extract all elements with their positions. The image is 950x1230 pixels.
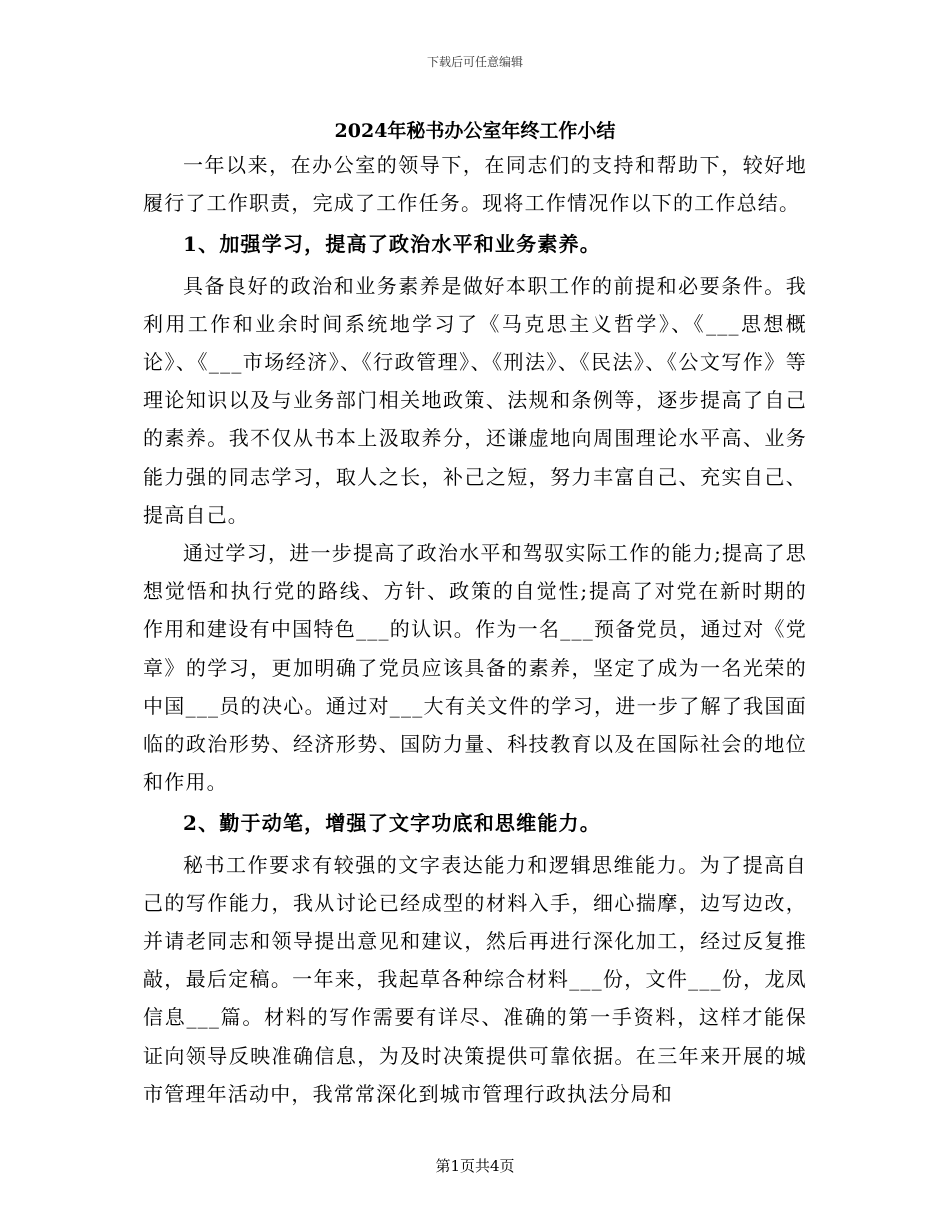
paragraph: 具备良好的政治和业务素养是做好本职工作的前提和必要条件。我利用工作和业余时间系统地学习了《马克思主义哲学》、《___思想概论》、《___市场经济》、《行政管理》、《刑法》、《民法》、《公文写作》等理论知识以及与业务部门相关地政策、法规和条例等，逐步提高了自己的素养。我不仅从书本上汲取养分，还谦虚地向周围理论水平高、业务能力强的同志学习，取人之长，补己之短，努力丰富自己、充实自己、提高自己。 xyxy=(143,273,807,527)
section-heading-1: 1、加强学习，提高了政治水平和业务素养。 xyxy=(183,232,601,257)
paragraph-intro: 一年以来，在办公室的领导下，在同志们的支持和帮助下，较好地履行了工作职责，完成了工作任务。现将工作情况作以下的工作总结。 xyxy=(143,153,807,216)
header-note: 下载后可任意编辑 xyxy=(426,55,523,69)
document-body xyxy=(143,146,807,1113)
page-number: 第1页共4页 xyxy=(435,1157,515,1175)
document-title: 2024年秘书办公室年终工作小结 xyxy=(334,120,616,142)
section-heading-2: 2、勤于动笔，增强了文字功底和思维能力。 xyxy=(183,811,601,836)
paragraph: 秘书工作要求有较强的文字表达能力和逻辑思维能力。为了提高自己的写作能力，我从讨论已经成型的材料入手，细心揣摩，边写边改，并请老同志和领导提出意见和建议，然后再进行深化加工，经过反复推敲，最后定稿。一年来，我起草各种综合材料___份，文件___份，龙凤信息___篇。材料的写作需要有详尽、准确的第一手资料，这样才能保证向领导反映准确信息，为及时决策提供可靠依据。在三年来开展的城市管理年活动中，我常常深化到城市管理行政执法分局和 xyxy=(143,852,807,1106)
paragraph: 通过学习，进一步提高了政治水平和驾驭实际工作的能力;提高了思想觉悟和执行党的路线、方针、政策的自觉性;提高了对党在新时期的作用和建设有中国特色___的认识。作为一名___预备党员，通过对《党章》的学习，更加明确了党员应该具备的素养，坚定了成为一名光荣的中国___员的决心。通过对___大有关文件的学习，进一步了解了我国面临的政治形势、经济形势、国防力量、科技教育以及在国际社会的地位和作用。 xyxy=(143,541,807,795)
